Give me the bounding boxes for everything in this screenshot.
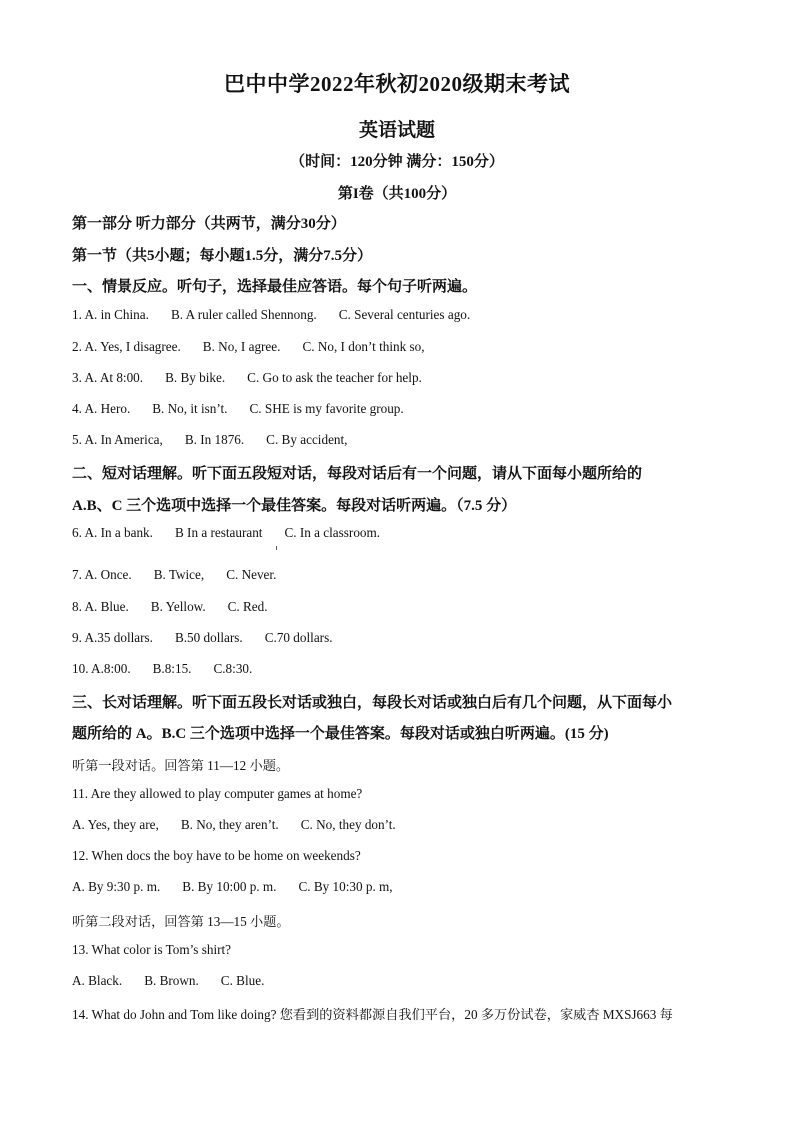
- question-8: [72, 599, 268, 615]
- section-c-heading-line2: 题所给的 A。B.C 三个选项中选择一个最佳答案。每段对话或独白听两遍。(15 分): [72, 726, 609, 742]
- section-c-heading-line1: 三、长对话理解。听下面五段长对话或独白，每段长对话或独白后有几个问题，从下面每小: [72, 695, 673, 711]
- question-11: 11. Are they allowed to play computer games at home?: [72, 786, 363, 801]
- q6-option-c: C. In a classroom.: [284, 525, 381, 540]
- q12-option-c: C. By 10:30 p. m,: [298, 879, 393, 894]
- q4-option-c: C. SHE is my favorite group.: [249, 401, 404, 416]
- q8-option-a: 8. A. Blue.: [72, 599, 129, 614]
- q11-option-c: C. No, they don’t.: [300, 817, 396, 832]
- section-b-heading-line1: 二、短对话理解。听下面五段短对话，每段对话后有一个问题，请从下面每小题所给的: [72, 466, 643, 482]
- q11-option-a: A. Yes, they are,: [72, 817, 159, 832]
- q12-option-a: A. By 9:30 p. m.: [72, 879, 161, 894]
- q3-option-c: C. Go to ask the teacher for help.: [247, 370, 422, 385]
- q8-option-b: B. Yellow.: [150, 599, 206, 614]
- question-3: [72, 370, 422, 386]
- question-12-options: [72, 879, 393, 895]
- q9-option-a: 9. A.35 dollars.: [72, 630, 153, 645]
- q7-option-c: C. Never.: [226, 567, 277, 582]
- q2-option-a: 2. A. Yes, I disagree.: [72, 339, 181, 354]
- q4-option-b: B. No, it isn’t.: [152, 401, 228, 416]
- q9-option-c: C.70 dollars.: [264, 630, 333, 645]
- q5-option-a: 5. A. In America,: [72, 432, 163, 447]
- q11-option-b: B. No, they aren’t.: [180, 817, 279, 832]
- section1-heading: 第一节（共5小题；每小题1.5分，满分7.5分）: [72, 248, 373, 264]
- q6-option-a: 6. A. In a bank.: [72, 525, 153, 540]
- q5-option-b: B. In 1876.: [184, 432, 245, 447]
- question-13: 13. What color is Tom’s shirt?: [72, 942, 232, 957]
- section-a-heading: 一、情景反应。听句子，选择最佳应答语。每个句子听两遍。: [72, 279, 478, 295]
- question-9: [72, 630, 333, 646]
- question-4: [72, 401, 404, 417]
- volume-heading: 第I卷（共100分）: [337, 186, 457, 202]
- q3-option-b: B. By bike.: [165, 370, 226, 385]
- q12-option-b: B. By 10:00 p. m.: [182, 879, 277, 894]
- question-13-options: [72, 973, 264, 989]
- q6-option-b: B In a restaurant: [174, 525, 263, 540]
- subject-title: 英语试题: [358, 120, 435, 141]
- time-info: （时间：120分钟 满分：150分）: [290, 154, 504, 170]
- question-14: 14. What do John and Tom like doing? 您看到的资料都源自我们平台，20 多万份试卷，家威杏 MXSJ663 每: [72, 1007, 673, 1022]
- question-7: [72, 567, 276, 583]
- q2-option-c: C. No, I don’t think so,: [302, 339, 425, 354]
- q5-option-c: C. By accident,: [266, 432, 348, 447]
- question-6: [72, 525, 380, 541]
- part1-heading: 第一部分 听力部分（共两节，满分30分）: [72, 216, 346, 232]
- question-2: [72, 339, 425, 355]
- q1-option-c: C. Several centuries ago.: [338, 307, 471, 322]
- q7-option-b: B. Twice,: [153, 567, 205, 582]
- stray-mark: [276, 546, 277, 550]
- q9-option-b: B.50 dollars.: [174, 630, 243, 645]
- question-1: [72, 307, 470, 323]
- section-b-heading-line2: A.B、C 三个选项中选择一个最佳答案。每段对话听两遍。（7.5 分）: [72, 498, 517, 514]
- q10-option-b: B.8:15.: [152, 661, 192, 676]
- q1-option-a: 1. A. in China.: [72, 307, 149, 322]
- q4-option-a: 4. A. Hero.: [72, 401, 131, 416]
- q1-option-b: B. A ruler called Shennong.: [170, 307, 317, 322]
- q13-option-a: A. Black.: [72, 973, 123, 988]
- q8-option-c: C. Red.: [227, 599, 268, 614]
- dialogue-2-intro: 听第二段对话，回答第 13—15 小题。: [72, 914, 290, 929]
- question-5: [72, 432, 347, 448]
- q13-option-b: B. Brown.: [144, 973, 199, 988]
- q10-option-a: 10. A.8:00.: [72, 661, 131, 676]
- q13-option-c: C. Blue.: [220, 973, 265, 988]
- q3-option-a: 3. A. At 8:00.: [72, 370, 144, 385]
- question-12: 12. When docs the boy have to be home on weekends?: [72, 848, 361, 863]
- q7-option-a: 7. A. Once.: [72, 567, 132, 582]
- exam-title: 巴中中学2022年秋初2020级期末考试: [224, 72, 570, 96]
- q2-option-b: B. No, I agree.: [202, 339, 281, 354]
- question-11-options: [72, 817, 396, 833]
- dialogue-1-intro: 听第一段对话。回答第 11—12 小题。: [72, 758, 290, 773]
- q10-option-c: C.8:30.: [213, 661, 253, 676]
- question-10: [72, 661, 252, 677]
